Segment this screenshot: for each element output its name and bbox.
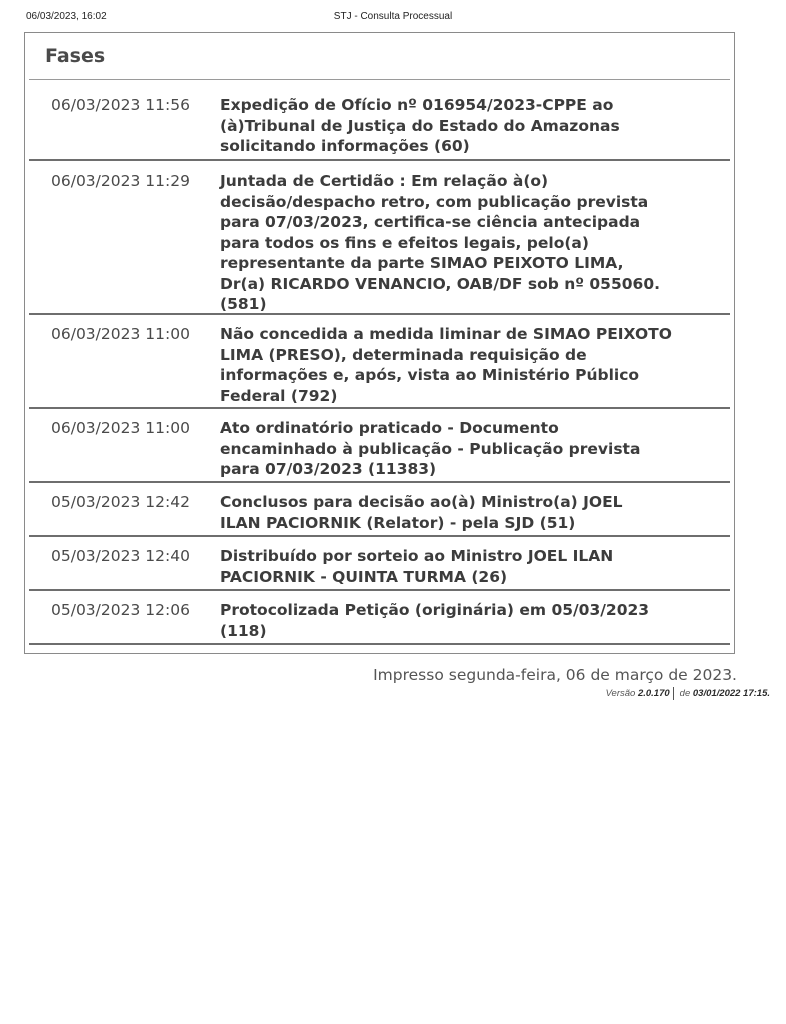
phases-title: Fases: [45, 45, 106, 67]
phases-list: [29, 81, 730, 645]
phase-row: [29, 409, 730, 483]
version-label: Versão: [605, 688, 636, 699]
phase-datetime: 05/03/2023 12:40: [51, 547, 190, 565]
phase-datetime: 05/03/2023 12:42: [51, 493, 190, 511]
phase-datetime: 06/03/2023 11:56: [51, 96, 190, 114]
phase-row: [29, 315, 730, 409]
print-header: [0, 11, 786, 25]
phase-description: Conclusos para decisão ao(à) Ministro(a) JOEL ILAN PACIORNIK (Relator) - pela SJD (51): [220, 493, 623, 532]
title-divider: [29, 79, 730, 80]
phase-datetime: 05/03/2023 12:06: [51, 601, 190, 619]
phase-description: Não concedida a medida liminar de SIMAO PEIXOTO LIMA (PRESO), determinada requisição de informações e, após, vista ao Ministério Público Federal (792): [220, 325, 672, 405]
phase-description: Protocolizada Petição (originária) em 05/03/2023 (118): [220, 601, 650, 640]
phase-description: Distribuído por sorteio ao Ministro JOEL ILAN PACIORNIK - QUINTA TURMA (26): [220, 547, 614, 586]
phase-description: Expedição de Ofício nº 016954/2023-CPPE ao (à)Tribunal de Justiça do Estado do Amazonas solicitando informações (60): [220, 96, 620, 155]
phase-row: [29, 537, 730, 591]
phase-row: [29, 591, 730, 645]
phase-datetime: 06/03/2023 11:00: [51, 325, 190, 343]
version-date: 03/01/2022 17:15.: [692, 688, 770, 699]
phase-row: [29, 81, 730, 161]
phase-datetime: 06/03/2023 11:00: [51, 419, 190, 437]
version-separator: [673, 687, 674, 700]
printed-date: Impresso segunda-feira, 06 de março de 2023.: [373, 666, 737, 684]
phase-row: [29, 161, 730, 315]
version-number: 2.0.170: [637, 688, 670, 699]
version-date-label: de: [679, 688, 691, 699]
print-datetime: 06/03/2023, 16:02: [26, 11, 107, 22]
version-info: [606, 687, 770, 700]
site-title: STJ - Consulta Processual: [333, 11, 453, 22]
phase-description: Ato ordinatório praticado - Documento encaminhado à publicação - Publicação prevista para 07/03/2023 (11383): [220, 419, 641, 478]
phase-row: [29, 483, 730, 537]
phase-description: Juntada de Certidão : Em relação à(o) decisão/despacho retro, com publicação prevista para 07/03/2023, certifica-se ciência antecipada para todos os fins e efeitos legais, pelo(a) representante da parte SIMAO PEIXOTO LIMA, Dr(a) RICARDO VENANCIO, OAB/DF sob nº 055060. (581): [220, 172, 660, 313]
phase-datetime: 06/03/2023 11:29: [51, 172, 190, 190]
phases-panel: [24, 32, 735, 654]
